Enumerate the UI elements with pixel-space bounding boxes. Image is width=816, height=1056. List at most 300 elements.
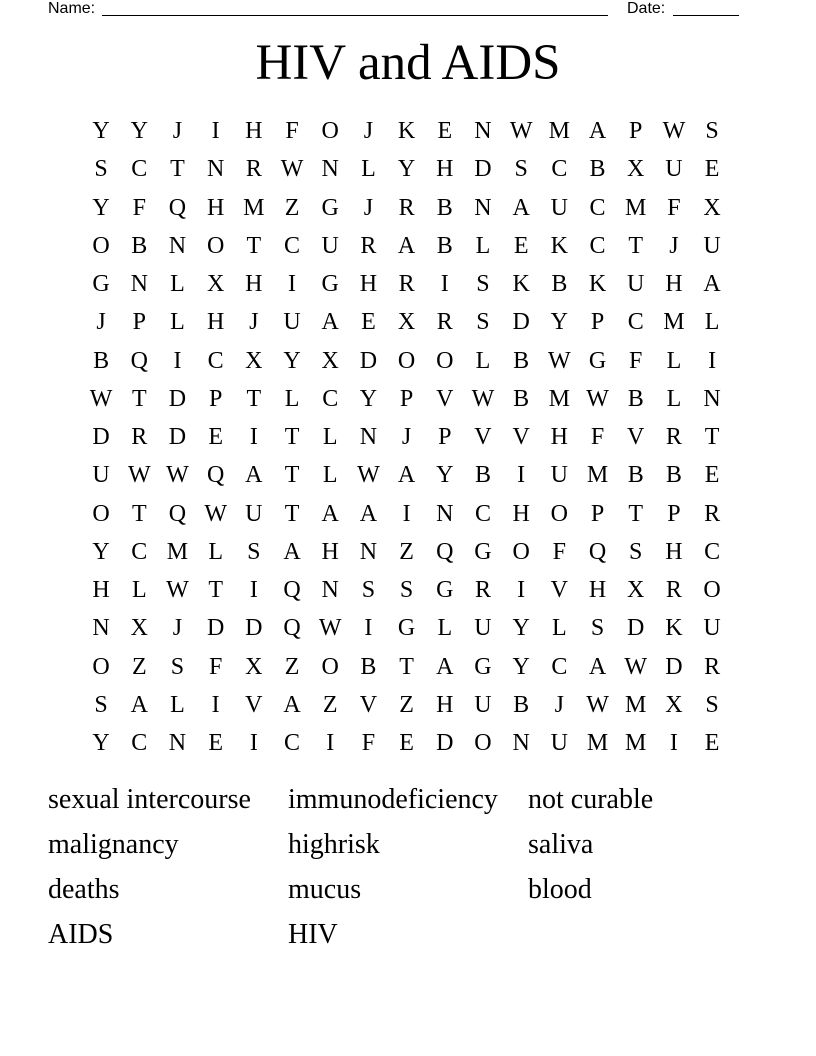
grid-letter: L [552,615,567,642]
grid-letter: T [284,462,300,489]
grid-letter: H [436,691,454,718]
grid-letter: Y [512,615,530,642]
grid-letter: D [168,424,187,450]
grid-letter: R [436,309,453,336]
grid-letter: N [436,500,454,527]
word-list-item: mucus [288,874,362,905]
grid-letter: W [166,577,189,603]
grid-letter: N [474,118,492,144]
grid-letter: H [245,271,263,297]
grid-letter: Y [92,538,110,565]
grid-letter: L [475,347,491,374]
grid-letter: B [513,691,530,718]
grid-letter: A [245,462,263,489]
grid-letter: R [398,194,415,221]
grid-letter: G [92,271,110,297]
grid-letter: K [550,232,569,259]
grid-letter: S [514,156,528,183]
grid-letter: B [436,194,453,221]
grid-letter: L [208,538,223,565]
grid-letter: Q [206,462,225,489]
grid-letter: E [704,730,720,756]
grid-letter: S [399,577,414,603]
grid-letter: N [321,156,339,183]
grid-letter: U [474,691,492,718]
grid-letter: L [170,271,185,297]
grid-letter: Q [130,347,148,374]
grid-letter: E [513,232,529,259]
grid-letter: I [249,424,258,450]
grid-letter: D [665,653,683,680]
grid-letter: C [704,538,721,565]
grid-letter: H [436,156,454,183]
grid-letter: S [629,538,643,565]
grid-letter: W [204,500,227,527]
grid-letter: A [588,118,607,144]
name-label: Name: [48,0,96,17]
grid-letter: Q [283,577,301,603]
date-label: Date: [627,0,666,17]
grid-letter: Z [399,538,414,565]
grid-letter: W [624,653,648,680]
grid-letter: V [436,385,454,412]
grid-letter: M [166,538,189,565]
grid-letter: O [550,500,569,527]
grid-letter: M [625,691,647,718]
grid-letter: C [131,730,148,756]
word-list-item: not curable [528,784,654,815]
grid-letter: Y [359,385,378,412]
grid-letter: J [669,232,679,259]
grid-letter: T [628,232,644,259]
grid-letter: E [208,424,223,450]
grid-letter: G [436,577,454,603]
grid-letter: Q [283,615,301,642]
grid-letter: T [704,424,720,450]
grid-letter: D [436,730,454,756]
grid-letter: T [628,500,644,527]
grid-letter: L [284,385,300,412]
grid-letter: I [249,730,258,756]
word-list-item: highrisk [288,829,380,860]
grid-letter: S [705,691,719,718]
grid-letter: J [172,118,183,144]
grid-letter: P [590,309,605,336]
grid-letter: F [552,538,567,565]
grid-letter: I [669,730,678,756]
grid-letter: F [590,424,605,450]
grid-letter: S [590,615,605,642]
grid-letter: C [207,347,224,374]
grid-letter: B [360,653,377,680]
grid-letter: B [513,385,530,412]
word-list-item: blood [528,874,592,905]
grid-letter: C [589,232,606,259]
grid-letter: O [92,232,110,259]
grid-letter: H [512,500,530,527]
grid-letter: U [550,194,569,221]
grid-letter: O [397,347,416,374]
grid-letter: G [321,194,339,221]
grid-letter: O [474,730,492,756]
grid-letter: E [208,730,223,756]
grid-letter: P [438,424,452,450]
grid-letter: Y [130,118,148,144]
grid-letter: X [665,691,683,718]
grid-letter: P [208,385,223,412]
grid-letter: R [704,500,721,527]
grid-letter: N [321,577,339,603]
grid-letter: I [249,577,258,603]
grid-letter: P [667,500,681,527]
grid-letter: B [627,385,644,412]
grid-letter: H [206,194,225,221]
grid-letter: U [550,462,569,489]
grid-letter: O [512,538,530,565]
grid-letter: B [513,347,530,374]
word-list-item: saliva [528,829,594,860]
grid-letter: G [474,653,492,680]
grid-letter: C [284,232,301,259]
grid-letter: W [127,462,151,489]
grid-letter: H [321,538,339,565]
grid-letter: C [589,194,606,221]
grid-letter: W [662,118,686,144]
grid-letter: V [245,691,263,718]
grid-letter: J [172,615,183,642]
grid-letter: I [211,691,220,718]
grid-letter: J [249,309,259,336]
grid-letter: L [666,385,682,412]
grid-letter: K [588,271,607,297]
grid-letter: W [357,462,380,489]
grid-letter: A [703,271,721,297]
grid-letter: D [512,309,530,336]
grid-letter: O [321,118,339,144]
grid-letter: W [166,462,189,489]
grid-letter: T [399,653,414,680]
grid-letter: L [704,309,720,336]
grid-letter: S [476,309,490,336]
grid-letter: R [474,577,491,603]
grid-letter: B [551,271,568,297]
grid-letter: Y [397,156,416,183]
grid-letter: C [131,538,148,565]
grid-letter: B [589,156,606,183]
grid-letter: T [246,232,262,259]
grid-letter: X [703,194,721,221]
grid-letter: U [474,615,492,642]
grid-letter: U [92,462,110,489]
grid-letter: Z [284,194,300,221]
grid-letter: V [474,424,492,450]
grid-letter: P [629,118,643,144]
grid-letter: A [321,309,339,336]
grid-letter: D [206,615,225,642]
grid-letter: R [665,577,682,603]
grid-letter: N [206,156,225,183]
grid-letter: P [590,500,605,527]
grid-letter: H [665,271,683,297]
grid-letter: Y [512,653,530,680]
grid-letter: A [397,462,416,489]
grid-letter: W [280,156,304,183]
grid-letter: T [131,385,147,412]
grid-letter: L [170,691,185,718]
grid-letter: D [245,615,263,642]
grid-letter: S [94,691,108,718]
grid-letter: R [131,424,148,450]
grid-letter: Y [550,309,569,336]
grid-letter: A [321,500,339,527]
grid-letter: M [548,118,571,144]
grid-letter: S [705,118,719,144]
page-title: HIV and AIDS [255,35,561,91]
grid-letter: H [359,271,378,297]
grid-letter: C [322,385,339,412]
word-list-item: HIV [288,919,338,950]
grid-letter: R [398,271,415,297]
grid-letter: X [130,615,148,642]
grid-letter: M [586,730,609,756]
grid-letter: X [397,309,416,336]
grid-letter: S [247,538,261,565]
grid-letter: R [245,156,262,183]
grid-letter: V [627,424,645,450]
grid-letter: H [245,118,263,144]
grid-letter: S [476,271,490,297]
grid-letter: Q [436,538,454,565]
grid-letter: E [361,309,376,336]
grid-letter: J [363,194,374,221]
grid-letter: U [703,232,721,259]
grid-letter: Q [588,538,607,565]
grid-letter: P [399,385,414,412]
grid-letter: V [550,577,569,603]
grid-letter: N [359,424,378,450]
grid-letter: F [132,194,146,221]
grid-letter: C [284,730,301,756]
grid-letter: L [437,615,453,642]
grid-letter: N [168,232,187,259]
grid-letter: A [283,538,301,565]
grid-letter: O [321,653,339,680]
word-list-item: immunodeficiency [288,784,498,815]
grid-letter: W [509,118,533,144]
grid-letter: B [627,462,644,489]
grid-letter: M [625,730,647,756]
grid-letter: T [246,385,262,412]
grid-letter: I [364,615,373,642]
grid-letter: T [170,156,185,183]
grid-letter: G [397,615,416,642]
grid-letter: W [548,347,571,374]
grid-letter: J [401,424,412,450]
grid-letter: E [704,156,720,183]
grid-letter: Z [131,653,147,680]
grid-letter: I [402,500,411,527]
grid-letter: M [243,194,265,221]
letter-grid [82,112,731,762]
grid-letter: A [130,691,148,718]
grid-letter: B [665,462,682,489]
grid-letter: A [588,653,607,680]
grid-letter: O [92,500,110,527]
grid-letter: I [708,347,717,374]
grid-letter: D [359,347,378,374]
grid-letter: T [284,424,300,450]
grid-letter: X [321,347,339,374]
grid-letter: L [131,577,147,603]
grid-letter: I [326,730,335,756]
grid-letter: I [211,118,220,144]
grid-letter: Y [92,730,110,756]
grid-letter: M [548,385,571,412]
grid-letter: G [588,347,607,374]
grid-letter: J [363,118,374,144]
grid-letter: A [397,232,416,259]
grid-letter: N [512,730,530,756]
grid-letter: X [206,271,225,297]
grid-letter: Y [436,462,454,489]
grid-letter: D [168,385,187,412]
grid-letter: X [245,653,263,680]
grid-letter: G [474,538,492,565]
grid-letter: Z [399,691,414,718]
grid-letter: I [517,577,526,603]
grid-letter: S [94,156,108,183]
grid-letter: E [704,462,720,489]
grid-letter: L [170,309,185,336]
word-list-item: malignancy [48,829,179,860]
grid-letter: C [551,156,568,183]
grid-letter: G [321,271,339,297]
grid-letter: K [512,271,530,297]
grid-letter: X [245,347,263,374]
grid-letter: E [399,730,414,756]
grid-letter: U [550,730,569,756]
grid-letter: I [440,271,449,297]
grid-letter: F [667,194,681,221]
grid-letter: M [586,462,609,489]
grid-letter: Z [322,691,338,718]
grid-letter: O [703,577,721,603]
grid-letter: M [663,309,685,336]
grid-letter: H [92,577,110,603]
grid-letter: D [627,615,645,642]
grid-letter: M [625,194,647,221]
grid-letter: L [475,232,491,259]
grid-letter: O [92,653,110,680]
grid-letter: N [703,385,721,412]
grid-letter: N [130,271,148,297]
grid-letter: H [550,424,569,450]
grid-letter: L [361,156,376,183]
grid-letter: O [436,347,454,374]
grid-letter: B [93,347,110,374]
grid-letter: N [92,615,110,642]
grid-letter: D [92,424,110,450]
grid-letter: U [283,309,301,336]
grid-letter: N [359,538,378,565]
grid-letter: K [397,118,416,144]
grid-letter: T [131,500,147,527]
grid-letter: F [361,730,376,756]
grid-letter: W [471,385,495,412]
grid-letter: C [551,653,568,680]
grid-letter: V [359,691,378,718]
word-list-item: AIDS [48,919,114,950]
grid-letter: U [665,156,683,183]
grid-letter: H [665,538,683,565]
grid-letter: C [474,500,491,527]
grid-letter: N [474,194,492,221]
grid-letter: V [512,424,530,450]
grid-letter: A [359,500,378,527]
grid-letter: T [284,500,300,527]
grid-letter: C [627,309,644,336]
grid-letter: U [245,500,263,527]
word-list-item: deaths [48,874,120,905]
grid-letter: S [361,577,376,603]
grid-letter: Z [284,653,300,680]
grid-letter: Y [283,347,301,374]
grid-letter: U [703,615,721,642]
grid-letter: Y [92,118,110,144]
grid-letter: W [89,385,113,412]
grid-letter: Q [168,500,187,527]
word-list [48,780,768,960]
grid-letter: E [437,118,453,144]
grid-letter: I [173,347,182,374]
grid-letter: B [474,462,491,489]
grid-letter: A [436,653,454,680]
grid-letter: F [208,653,223,680]
date-blank-line [673,15,739,16]
grid-letter: P [132,309,146,336]
name-blank-line [102,15,608,16]
grid-letter: W [586,691,609,718]
grid-letter: W [586,385,609,412]
grid-letter: I [288,271,297,297]
grid-letter: O [206,232,225,259]
word-list-item: sexual intercourse [48,784,251,815]
grid-letter: J [96,309,106,336]
grid-letter: L [322,424,338,450]
grid-letter: X [627,156,645,183]
grid-letter: C [131,156,148,183]
grid-letter: F [285,118,299,144]
grid-letter: L [666,347,682,374]
grid-letter: H [206,309,225,336]
grid-letter: Q [168,194,187,221]
grid-letter: R [704,653,721,680]
grid-letter: J [554,691,565,718]
grid-letter: B [436,232,453,259]
grid-letter: K [665,615,683,642]
grid-letter: R [665,424,682,450]
grid-letter: D [474,156,492,183]
grid-letter: Y [92,194,110,221]
grid-letter: H [588,577,607,603]
grid-letter: B [131,232,148,259]
grid-letter: N [168,730,187,756]
grid-letter: T [208,577,223,603]
grid-letter: U [321,232,339,259]
grid-letter: U [627,271,645,297]
grid-letter: R [360,232,377,259]
header-line [48,0,768,20]
